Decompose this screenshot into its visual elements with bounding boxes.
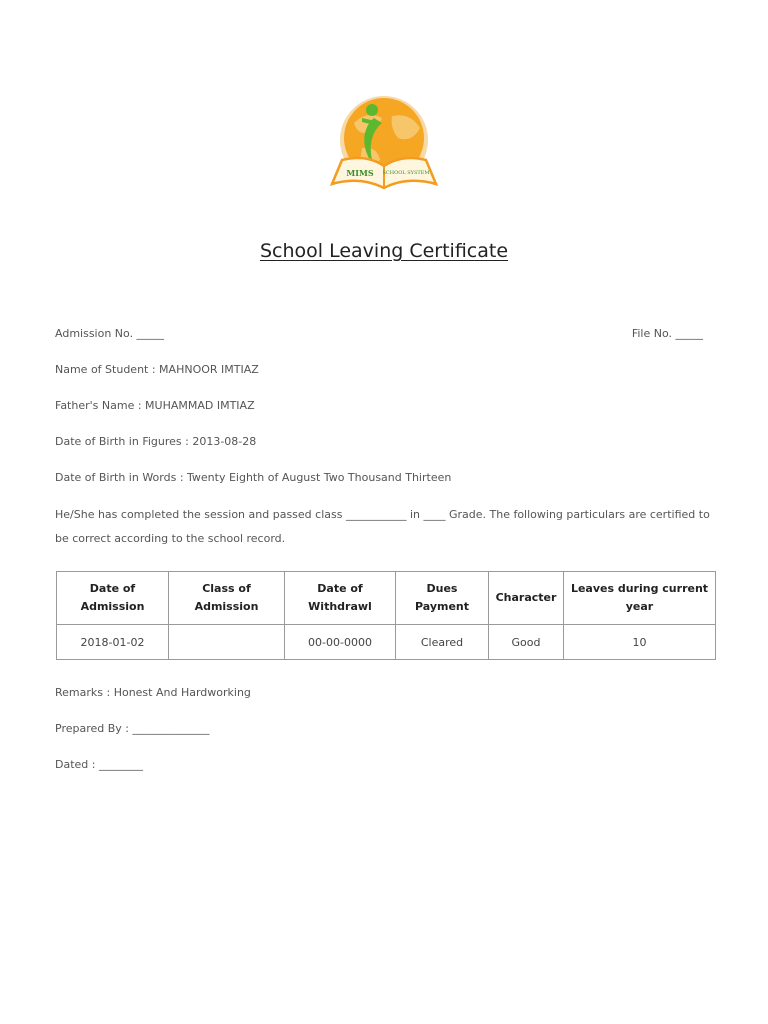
prepared-by: Prepared By : ______________ [55,722,210,735]
cell-leaves: 10 [564,625,716,660]
col-character: Character [489,572,564,625]
cell-dues-payment: Cleared [396,625,489,660]
cell-class-of-admission [169,625,285,660]
father-name: Father's Name : MUHAMMAD IMTIAZ [55,399,255,412]
admission-no: Admission No. _____ [55,327,165,340]
file-no: File No. _____ [631,327,703,340]
table-header-row [57,572,716,625]
page-title: School Leaving Certificate [259,240,509,262]
dob-words: Date of Birth in Words : Twenty Eighth of August Two Thousand Thirteen [55,471,452,484]
dob-figures: Date of Birth in Figures : 2013-08-28 [55,435,257,448]
student-name: Name of Student : MAHNOOR IMTIAZ [55,363,259,376]
cell-character: Good [489,625,564,660]
col-date-of-admission: Date of Admission [57,572,169,625]
col-leaves: Leaves during current year [564,572,716,625]
logo-sub-text: SCHOOL SYSTEM [382,170,430,176]
table-row [57,625,716,660]
cell-date-of-admission: 2018-01-02 [57,625,169,660]
col-dues-payment: Dues Payment [396,572,489,625]
col-date-of-withdrawl: Date of Withdrawl [285,572,396,625]
logo-brand-text: MIMS [346,168,374,178]
school-logo [322,88,446,200]
completion-statement: He/She has completed the session and passed class ___________ in ____ Grade. The following particulars are certified to be correct according to the school record. [55,508,710,545]
dated: Dated : ________ [55,758,143,771]
cell-date-of-withdrawl: 00-00-0000 [285,625,396,660]
col-class-of-admission: Class of Admission [169,572,285,625]
remarks: Remarks : Honest And Hardworking [55,686,251,699]
particulars-table [56,571,716,660]
